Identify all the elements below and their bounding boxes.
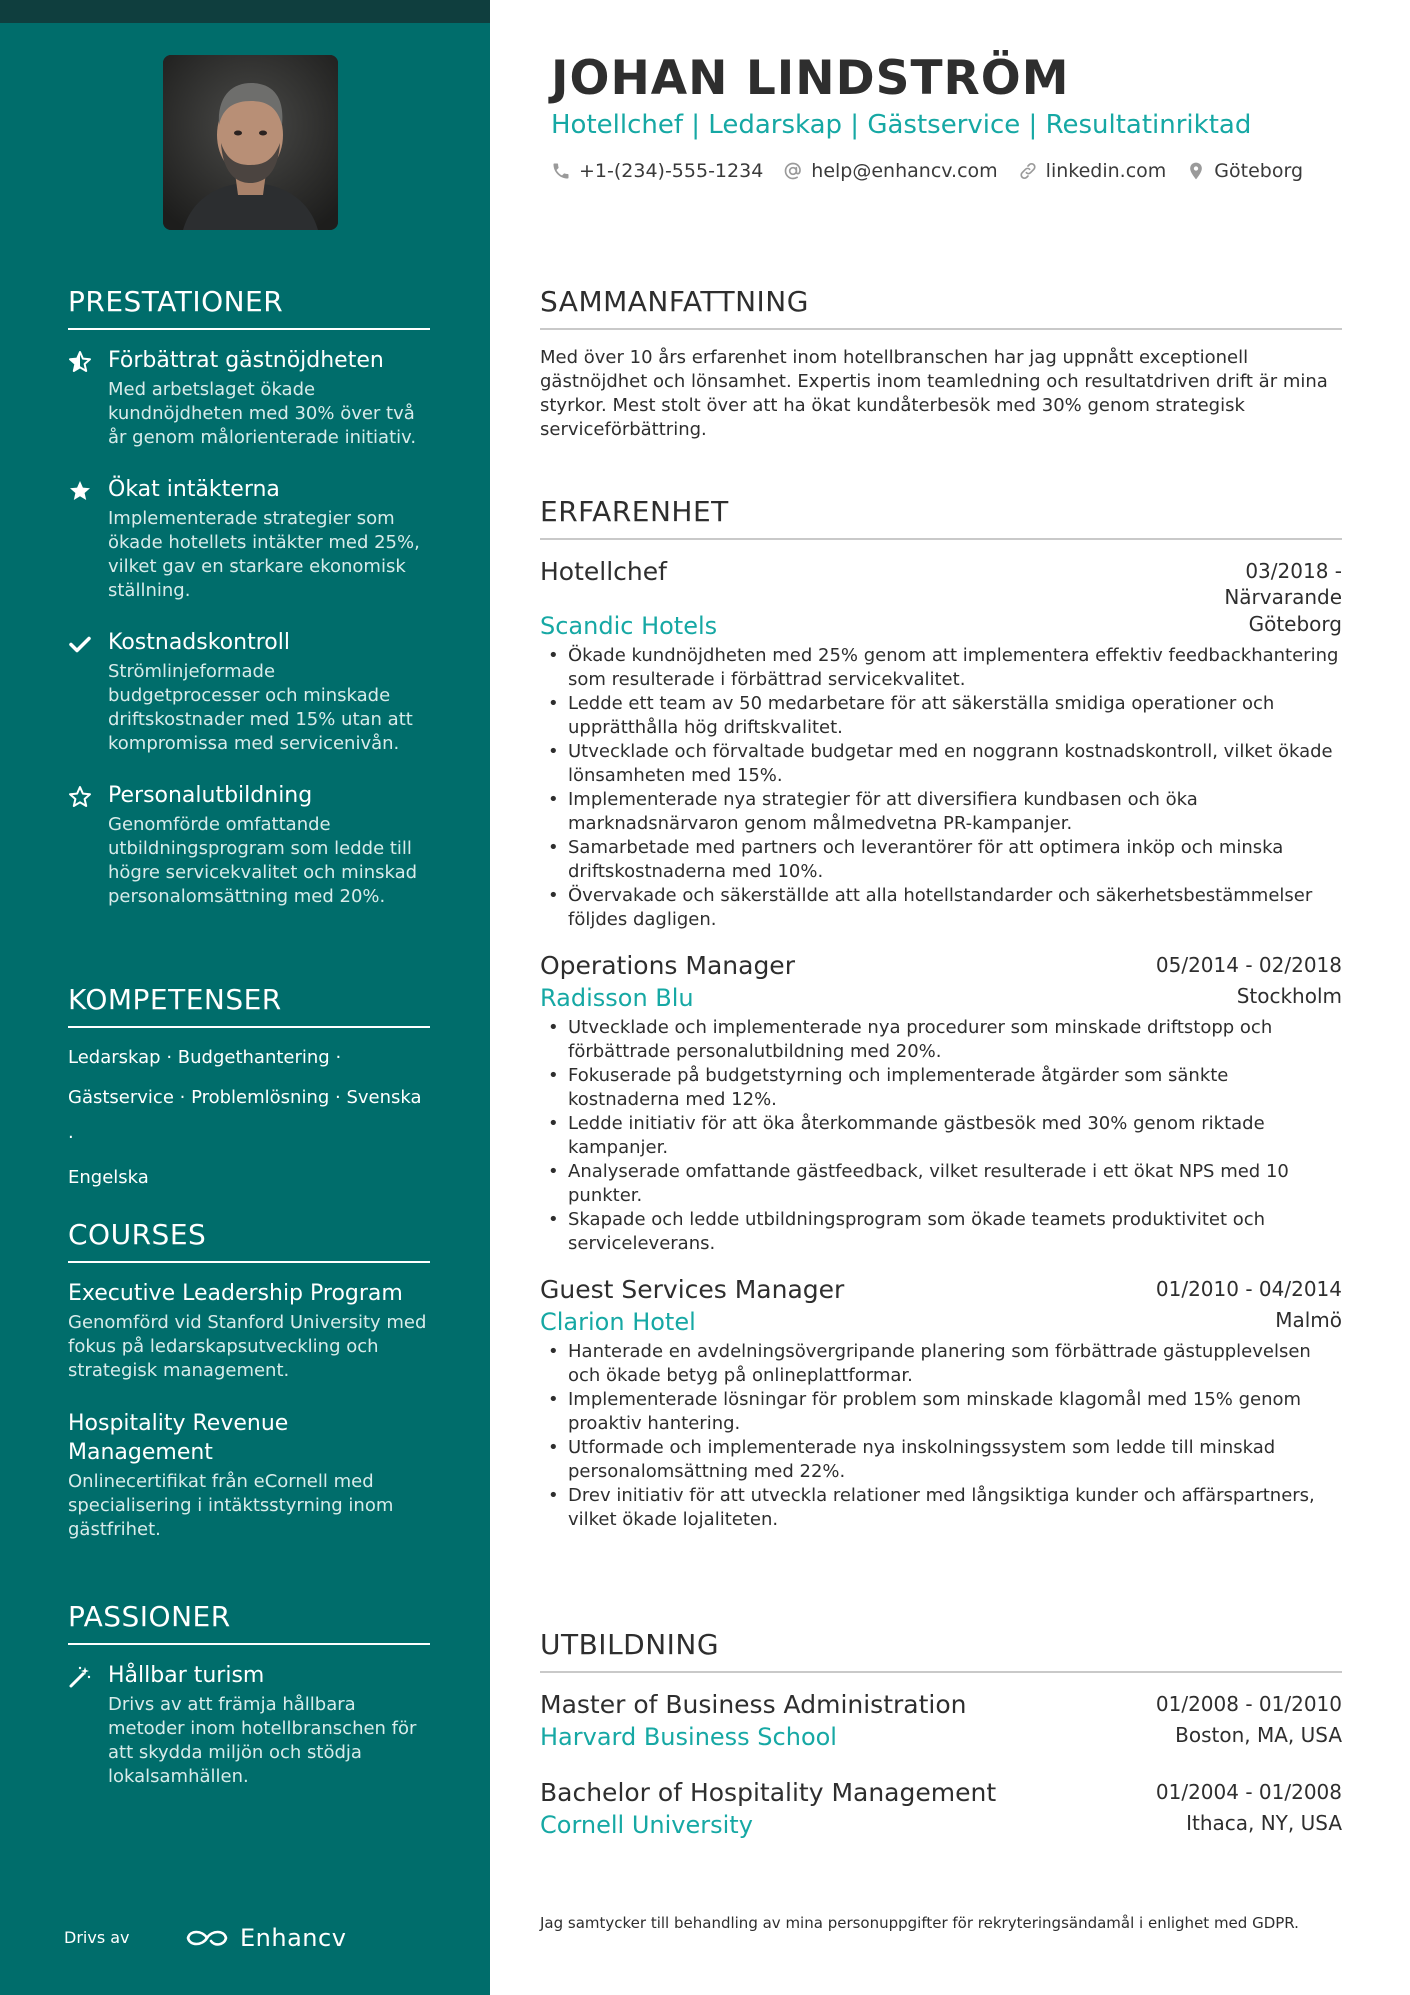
course-description: Onlinecertifikat från eCornell med specialisering i intäktsstyrning inom gästfrihet. xyxy=(68,1471,394,1540)
job-location: Göteborg xyxy=(1248,612,1342,636)
job-dates: 05/2014 - 02/2018 xyxy=(1155,953,1342,977)
sidebar-top-bar xyxy=(0,0,490,23)
job-company[interactable]: Radisson Blu xyxy=(540,984,694,1012)
passion-title: Hållbar turism xyxy=(108,1663,265,1688)
job-bullet: • Utvecklade och förvaltade budgetar med en noggrann kostnadskontroll, vilket ökade lönsamheten med 15%. xyxy=(544,740,1342,788)
passions-section xyxy=(68,1600,430,1814)
education-heading: UTBILDNING xyxy=(540,1628,1342,1673)
at-icon xyxy=(783,161,803,181)
contact-email-text: help@enhancv.com xyxy=(811,160,998,182)
education-section xyxy=(540,1628,1342,1865)
achievement-item xyxy=(68,628,430,756)
skill-item: Gästservice xyxy=(68,1087,174,1108)
education-dates: 01/2008 - 01/2010 xyxy=(1155,1692,1342,1716)
summary-heading: SAMMANFATTNING xyxy=(540,285,1342,330)
job-dates: 01/2010 - 04/2014 xyxy=(1155,1277,1342,1301)
magic-wand-icon xyxy=(68,1665,92,1689)
contact-email[interactable] xyxy=(783,160,997,182)
achievement-title: Personalutbildning xyxy=(108,783,313,808)
education-school[interactable]: Harvard Business School xyxy=(540,1723,837,1751)
job-bullet: • Utvecklade och implementerade nya procedurer som minskade driftstopp och förbättrade personalutbildning med 20%. xyxy=(544,1016,1342,1064)
achievement-title: Kostnadskontroll xyxy=(108,630,290,655)
skills-list: Ledarskap · Budgethantering · Gästservice · Problemlösning · Svenska · Engelska xyxy=(68,1047,422,1188)
education-degree: Bachelor of Hospitality Management xyxy=(540,1778,997,1807)
job-bullet: • Skapade och ledde utbildningsprogram som ökade teamets produktivitet och serviceleverans. xyxy=(544,1208,1342,1256)
course-item xyxy=(68,1409,430,1542)
enhancv-logo[interactable] xyxy=(184,1918,346,1958)
job-bullets xyxy=(540,644,1342,932)
skill-item: Ledarskap xyxy=(68,1047,161,1068)
contact-linkedin-text: linkedin.com xyxy=(1045,160,1167,182)
job-bullets xyxy=(540,1340,1342,1532)
passion-description: Drivs av att främja hållbara metoder inom hotellbranschen för att skydda miljön och stödja lokalsamhällen. xyxy=(108,1694,417,1787)
education-school[interactable]: Cornell University xyxy=(540,1811,753,1839)
education-location: Boston, MA, USA xyxy=(1175,1723,1342,1747)
job-title: Operations Manager xyxy=(540,951,795,980)
achievement-title: Förbättrat gästnöjdheten xyxy=(108,348,384,373)
checkmark-icon xyxy=(68,632,92,656)
job-bullet: • Implementerade lösningar för problem som minskade klagomål med 15% genom proaktiv hantering. xyxy=(544,1388,1342,1436)
skill-item: Engelska xyxy=(68,1167,149,1188)
job-bullets xyxy=(540,1016,1342,1256)
skill-item: Budgethantering xyxy=(177,1047,330,1068)
link-icon xyxy=(1018,161,1038,181)
course-title: Executive Leadership Program xyxy=(68,1281,403,1306)
contact-location xyxy=(1186,160,1303,182)
skills-section xyxy=(68,983,430,1198)
achievements-section xyxy=(68,285,430,934)
contact-phone-text: +1-(234)-555-1234 xyxy=(579,160,764,182)
passions-heading: PASSIONER xyxy=(68,1600,430,1645)
achievement-description: Genomförde omfattande utbildningsprogram som ledde till högre servicekvalitet och minskad personalomsättning med 20%. xyxy=(108,814,418,907)
job-bullet: • Hanterade en avdelningsövergripande planering som förbättrade gästupplevelsen och ökade betyg på onlineplattformar. xyxy=(544,1340,1342,1388)
job-company[interactable]: Scandic Hotels xyxy=(540,612,718,640)
achievement-item xyxy=(68,346,430,450)
courses-heading: COURSES xyxy=(68,1218,430,1263)
contact-bar xyxy=(551,160,1323,182)
achievements-heading: PRESTATIONER xyxy=(68,285,430,330)
job-title: Hotellchef xyxy=(540,557,667,586)
job-entry xyxy=(540,556,1342,932)
brand-name: Enhancv xyxy=(240,1924,347,1952)
skill-item: Problemlösning xyxy=(191,1087,330,1108)
achievement-description: Strömlinjeformade budgetprocesser och minskade driftskostnader med 15% utan att kompromissa med servicenivån. xyxy=(108,661,413,754)
job-entry xyxy=(540,950,1342,1256)
skills-heading: KOMPETENSER xyxy=(68,983,430,1028)
job-bullet: • Fokuserade på budgetstyrning och implementerade åtgärder som sänkte kostnaderna med 12%. xyxy=(544,1064,1342,1112)
skill-item: Svenska xyxy=(346,1087,422,1108)
job-bullet: • Utformade och implementerade nya inskolningssystem som ledde till minskad personalomsättning med 22%. xyxy=(544,1436,1342,1484)
job-entry xyxy=(540,1274,1342,1532)
job-bullet: • Drev initiativ för att utveckla relationer med långsiktiga kunder och affärspartners, vilket ökade lojaliteten. xyxy=(544,1484,1342,1532)
course-title: Hospitality Revenue Management xyxy=(68,1411,289,1465)
gdpr-consent-text: Jag samtycker till behandling av mina personuppgifter för rekryteringsändamål i enlighet med GDPR. xyxy=(540,1914,1299,1932)
job-location: Stockholm xyxy=(1236,984,1342,1008)
job-bullet: • Ökade kundnöjdheten med 25% genom att implementera effektiv feedbackhantering som resulterade i förbättrad servicekvalitet. xyxy=(544,644,1342,692)
achievement-item xyxy=(68,475,430,603)
location-pin-icon xyxy=(1186,161,1206,181)
summary-section xyxy=(540,285,1342,442)
powered-by-label: Drivs av xyxy=(64,1928,130,1947)
job-bullet: • Samarbetade med partners och leverantörer för att optimera inköp och minska driftskostnaderna med 10%. xyxy=(544,836,1342,884)
course-item xyxy=(68,1279,430,1383)
courses-section xyxy=(68,1218,430,1568)
star-filled-icon xyxy=(68,479,92,503)
job-bullet: • Ledde initiativ för att öka återkommande gästbesök med 30% genom riktade kampanjer. xyxy=(544,1112,1342,1160)
job-company[interactable]: Clarion Hotel xyxy=(540,1308,696,1336)
achievement-item xyxy=(68,781,430,909)
star-outline-icon xyxy=(68,785,92,809)
infinity-logo-icon xyxy=(184,1926,230,1950)
job-location: Malmö xyxy=(1275,1308,1342,1332)
sidebar xyxy=(0,0,490,1995)
education-entry xyxy=(540,1777,1342,1841)
achievement-description: Med arbetslaget ökade kundnöjdheten med 30% över två år genom målorienterade initiativ. xyxy=(108,379,417,448)
passion-item xyxy=(68,1661,430,1789)
contact-location-text: Göteborg xyxy=(1214,160,1304,182)
contact-phone[interactable] xyxy=(551,160,763,182)
job-bullet: • Ledde ett team av 50 medarbetare för att säkerställa smidiga operationer och upprätthålla hög driftskvalitet. xyxy=(544,692,1342,740)
phone-icon xyxy=(551,161,571,181)
experience-section xyxy=(540,495,1342,1550)
contact-linkedin[interactable] xyxy=(1018,160,1167,182)
summary-text: Med över 10 års erfarenhet inom hotellbranschen har jag uppnått exceptionell gästnöjdhet och lönsamhet. Expertis inom teamledning och resultatdriven drift är mina styrkor. Mest stolt över att ha ökat kundåterbesök med 30% genom strategisk serviceförbättring. xyxy=(540,347,1328,440)
candidate-name: JOHAN LINDSTRÖM xyxy=(551,51,1070,106)
job-bullet: • Implementerade nya strategier för att diversifiera kundbasen och öka marknadsnärvaron genom målmedvetna PR-kampanjer. xyxy=(544,788,1342,836)
job-bullet: • Övervakade och säkerställde att alla hotellstandarder och säkerhetsbestämmelser följdes dagligen. xyxy=(544,884,1342,932)
candidate-tagline: Hotellchef | Ledarskap | Gästservice | Resultatinriktad xyxy=(551,110,1252,140)
job-dates: 03/2018 - Närvarande xyxy=(1224,559,1342,609)
achievement-title: Ökat intäkterna xyxy=(108,477,280,502)
profile-photo xyxy=(163,55,338,230)
education-location: Ithaca, NY, USA xyxy=(1186,1811,1342,1835)
education-degree: Master of Business Administration xyxy=(540,1690,967,1719)
experience-heading: ERFARENHET xyxy=(540,495,1342,540)
achievement-description: Implementerade strategier som ökade hotellets intäkter med 25%, vilket gav en starkare ekonomisk ställning. xyxy=(108,508,420,601)
course-description: Genomförd vid Stanford University med fokus på ledarskapsutveckling och strategisk management. xyxy=(68,1312,427,1381)
job-title: Guest Services Manager xyxy=(540,1275,845,1304)
star-half-icon xyxy=(68,350,92,374)
job-bullet: • Analyserade omfattande gästfeedback, vilket resulterade i ett ökat NPS med 10 punkter. xyxy=(544,1160,1342,1208)
education-entry xyxy=(540,1689,1342,1753)
education-dates: 01/2004 - 01/2008 xyxy=(1155,1780,1342,1804)
